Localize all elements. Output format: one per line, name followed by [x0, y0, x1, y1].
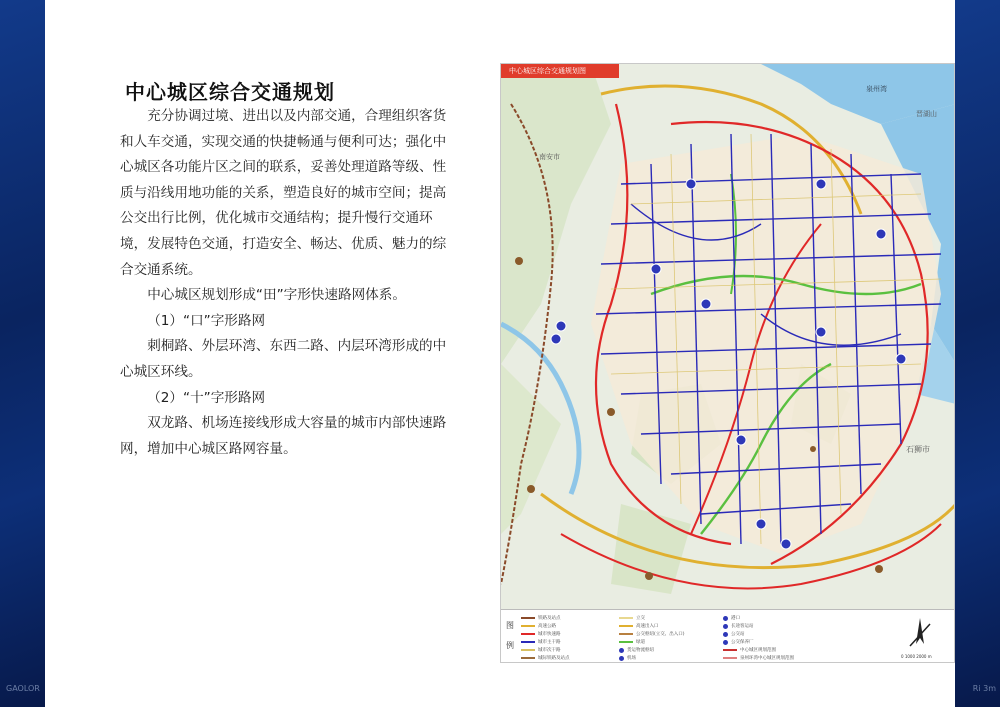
legend-item: [521, 638, 570, 646]
legend-item: [521, 622, 570, 630]
legend-column-3: [723, 614, 794, 662]
legend-item: [521, 630, 570, 638]
bus-depot-icon: [723, 640, 728, 645]
paragraph-cross-roads: 双龙路、机场连接线形成大容量的城市内部快速路网，增加中心城区路网容量。: [120, 415, 447, 457]
legend-label: 绿道: [636, 640, 645, 645]
legend-label: 城市快速路: [538, 632, 561, 637]
arterial-swatch: [521, 641, 535, 643]
legend-item: [521, 654, 570, 662]
legend-column-2: [619, 614, 685, 662]
legend-item: [723, 622, 794, 630]
compass-icon: [906, 616, 934, 650]
legend-column-1: [521, 614, 570, 662]
legend-item: [619, 646, 685, 654]
bay-boundary-swatch: [723, 657, 737, 659]
intercity-rail-swatch: [521, 657, 535, 659]
legend-item: [723, 614, 794, 622]
hub-swatch: [619, 633, 633, 635]
legend-item: [723, 638, 794, 646]
bus-stop-icon: [723, 632, 728, 637]
label-jinhu: 晋湖山: [916, 110, 937, 118]
interchange-swatch: [619, 617, 633, 619]
map-header: 中心城区综合交通规划图: [501, 64, 619, 78]
transport-plan-map: [500, 63, 955, 663]
secondary-swatch: [521, 649, 535, 651]
urban-expressway-swatch: [521, 633, 535, 635]
legend-item: [619, 614, 685, 622]
legend-item: [619, 622, 685, 630]
legend-item: [521, 614, 570, 622]
expressway-exit-swatch: [619, 625, 633, 627]
map-canvas: [501, 64, 955, 609]
railway-swatch: [521, 617, 535, 619]
legend-label: 港口: [731, 616, 740, 621]
bus-station-icon: [723, 624, 728, 629]
legend-label: 高速公路: [538, 624, 556, 629]
legend-label: 泉州环湾中心城区规划范围: [740, 656, 794, 661]
legend-item: [521, 646, 570, 654]
right-decorative-panel: [955, 0, 1000, 707]
map-legend: [501, 609, 955, 663]
label-nanan: 南安市: [539, 153, 560, 161]
label-bay: 泉州湾: [866, 85, 887, 93]
right-panel-label: Ri 3m: [972, 684, 996, 693]
legend-label: 长途客运站: [731, 624, 754, 629]
legend-label: 公交枢纽(立交、出入口): [636, 632, 685, 637]
legend-item: [723, 654, 794, 662]
legend-label: 中心城区规划范围: [740, 648, 776, 653]
legend-item: [619, 638, 685, 646]
greenway-swatch: [619, 641, 633, 643]
expressway-swatch: [521, 625, 535, 627]
legend-label: 城市次干路: [538, 648, 561, 653]
legend-label: 铁路及站点: [538, 616, 561, 621]
legend-label: 立交: [636, 616, 645, 621]
left-decorative-panel: [0, 0, 45, 707]
paragraph-heading-2: （2）“十”字形路网: [147, 389, 266, 406]
legend-label: 机场: [627, 656, 636, 661]
left-panel-label: GAOLOR: [6, 684, 40, 693]
legend-label: 货运物流枢纽: [627, 648, 654, 653]
document-page: [45, 0, 955, 707]
map-scale: 0 1000 2000 m: [901, 654, 932, 659]
page-title: 中心城区综合交通规划: [125, 80, 335, 104]
legend-label: 城际铁路及站点: [538, 656, 570, 661]
paragraph-ring-roads: 刺桐路、外层环湾、东西二路、内层环湾形成的中心城区环线。: [120, 338, 447, 380]
legend-label: 高速出入口: [636, 624, 659, 629]
legend-label: 公交保养厂: [731, 640, 754, 645]
legend-item: [723, 630, 794, 638]
legend-item: [619, 630, 685, 638]
legend-label: 公交站: [731, 632, 745, 637]
paragraph-heading-1: （1）“口”字形路网: [147, 312, 266, 329]
paragraph-network-system: 中心城区规划形成“田”字形快速路网体系。: [147, 287, 406, 304]
legend-item: [723, 646, 794, 654]
port-icon: [723, 616, 728, 621]
planning-boundary-swatch: [723, 649, 737, 651]
legend-title: 图例: [506, 621, 514, 650]
legend-item: [619, 654, 685, 662]
legend-label: 城市主干路: [538, 640, 561, 645]
paragraph-intro: 充分协调过境、进出以及内部交通，合理组织客货和人车交通，实现交通的快捷畅通与便利可达；强化中心城区各功能片区之间的联系，妥善处理道路等级、性质与沿线用地功能的关系，塑造良好的城市空间；提高公交出行比例，优化城市交通结构；提升慢行交通环境，发展特色交通，打造安全、畅达、优质、魅力的综合交通系统。: [120, 108, 447, 278]
logistics-icon: [619, 648, 624, 653]
airport-icon: [619, 656, 624, 661]
body-text: [120, 104, 450, 462]
label-shishi: 石狮市: [906, 445, 930, 454]
